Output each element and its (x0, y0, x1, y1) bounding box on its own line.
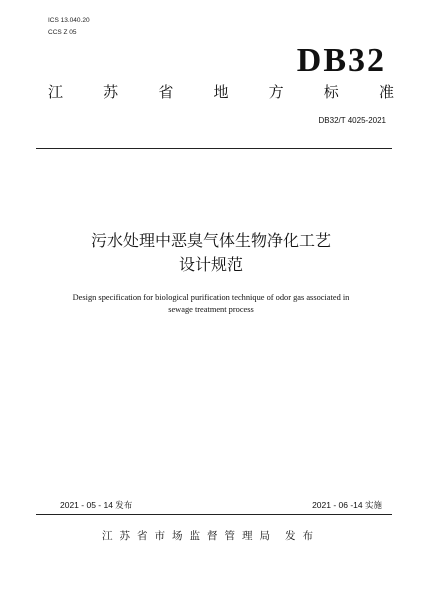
standard-type-char: 标 (323, 83, 339, 101)
issuer-action: 发布 (285, 530, 320, 542)
standard-brand-logo: DB32 (296, 42, 386, 79)
issuing-authority (0, 529, 422, 543)
chinese-title-line-2: 设计规范 (178, 255, 243, 274)
ccs-code: CCS Z 05 (48, 29, 77, 36)
issuer-organization: 江苏省市场监督管理局 (102, 530, 277, 542)
english-title-line-1: Design specification for biological purification technique of odor gas associated in (72, 293, 350, 302)
top-divider (36, 148, 392, 149)
ics-code: ICS 13.040.20 (48, 17, 90, 24)
standard-type-char: 地 (213, 83, 229, 101)
standard-code: DB32/T 4025-2021 (318, 116, 386, 125)
standard-type-char: 方 (268, 83, 284, 101)
standard-type-char: 江 (48, 83, 64, 101)
standard-type-char: 省 (158, 83, 174, 101)
implementation-date: 2021 - 06 -14 实施 (312, 500, 382, 510)
bottom-divider (36, 514, 392, 515)
standard-type-char: 准 (378, 83, 394, 101)
english-title-line-2: sewage treatment process (168, 305, 254, 314)
issue-date: 2021 - 05 - 14 发布 (60, 500, 133, 510)
chinese-title-line-1: 污水处理中恶臭气体生物净化工艺 (90, 231, 331, 250)
standard-type-heading (48, 82, 394, 102)
standard-type-char: 苏 (103, 83, 119, 101)
